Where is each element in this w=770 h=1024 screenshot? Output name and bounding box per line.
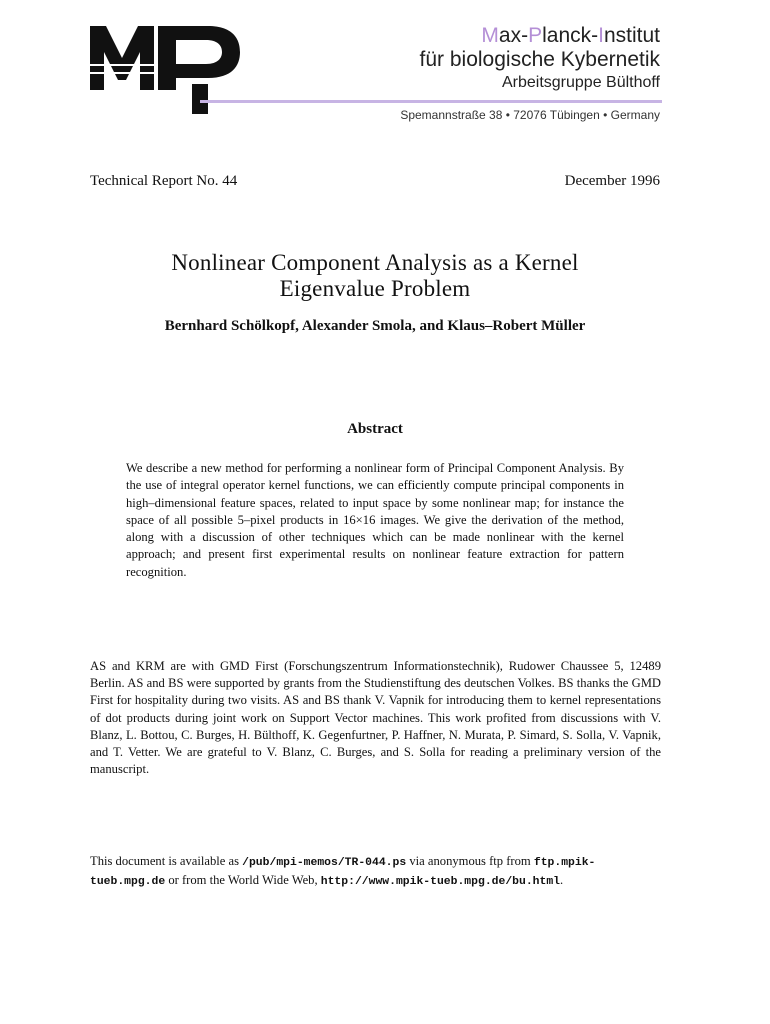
- report-date: December 1996: [564, 173, 660, 189]
- research-group: Arbeitsgruppe Bülthoff: [501, 74, 660, 91]
- memo-path: /pub/mpi-memos/TR-044.ps: [242, 857, 407, 869]
- availability-note: This document is available as /pub/mpi-memos/TR-044.ps via anonymous ftp from ftp.mpik-tueb.mpg.de or from the World Wide Web, http://www.mpik-tueb.mpg.de/bu.html.: [90, 854, 596, 889]
- institute-address: Spemannstraße 38 • 72076 Tübingen • Germany: [400, 108, 660, 122]
- header-divider: [200, 100, 662, 103]
- report-number: Technical Report No. 44: [90, 173, 238, 189]
- institute-subtitle: für biologische Kybernetik: [419, 48, 660, 71]
- title-line-1: Nonlinear Component Analysis as a Kernel: [171, 250, 579, 275]
- paper-authors: Bernhard Schölkopf, Alexander Smola, and Klaus–Robert Müller: [164, 318, 586, 334]
- institute-block: [420, 24, 660, 93]
- web-url-link[interactable]: http://www.mpik-tueb.mpg.de/bu.html: [320, 876, 561, 889]
- ftp-host: ftp.mpik-tueb.mpg.de: [90, 857, 596, 889]
- title-line-2: Eigenvalue Problem: [279, 276, 471, 301]
- paper-title: [90, 250, 660, 302]
- acknowledgements-footnote: AS and KRM are with GMD First (Forschungszentrum Informationstechnik), Rudower Chaussee 5, 12489 Berlin. AS and BS were supported by grants from the Studienstiftung des deutschen Volkes. BS thanks the GMD First for hospitality during two visits. AS and BS thank V. Vapnik for introducing them to kernel representations of dot products during joint work on Support Vector machines. This work profited from discussions with V. Blanz, L. Bottou, C. Burges, H. Bülthoff, K. Gegenfurtner, P. Haffner, N. Murata, P. Simard, S. Solla, V. Vapnik, and T. Vetter. We are grateful to V. Blanz, C. Burges, and S. Solla for reading a preliminary version of the manuscript.: [90, 659, 661, 777]
- abstract-text: We describe a new method for performing a nonlinear form of Principal Component Analysis. By the use of integral operator kernel functions, we can efficiently compute principal components in high–dimensional feature spaces, related to input space by some nonlinear map; for instance the space of all possible 5–pixel products in 16×16 images. We give the derivation of the method, along with a discussion of other techniques which can be made nonlinear with the kernel approach; and present first experimental results on nonlinear feature extraction for pattern recognition.: [126, 461, 624, 579]
- institute-name: Max-Planck-Institut: [481, 24, 660, 47]
- abstract-heading: Abstract: [347, 421, 403, 437]
